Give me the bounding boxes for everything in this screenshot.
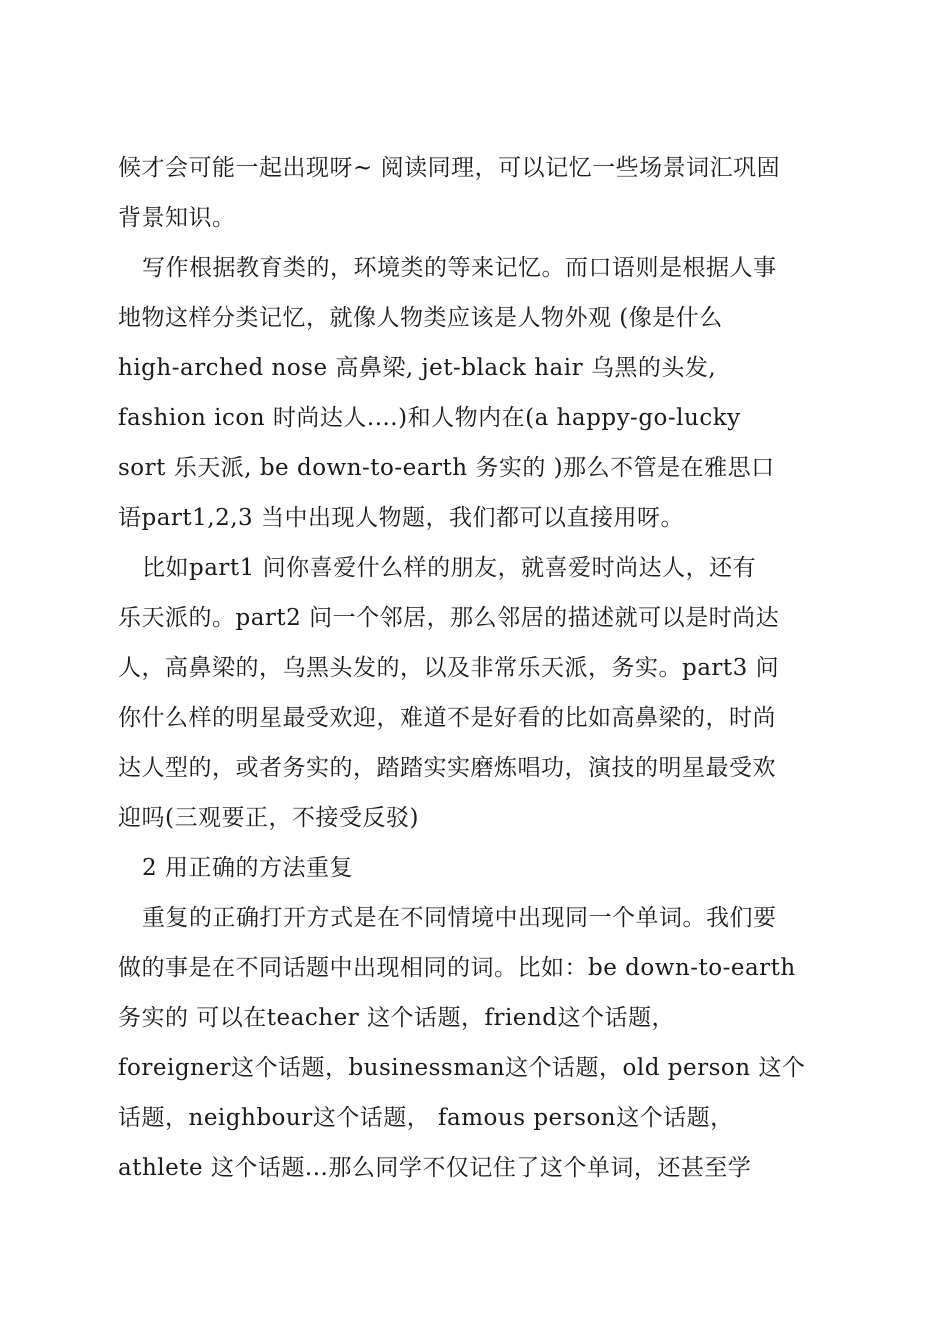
text-line: 你什么样的明星最受欢迎，难道不是好看的比如高鼻梁的，时尚 [118,705,776,731]
text-line: 语part1,2,3 当中出现人物题，我们都可以直接用呀。 [118,505,685,531]
paragraph-start-line: 比如part1 问你喜爱什么样的朋友，就喜爱时尚达人，还有 [142,555,757,581]
text-line: sort 乐天派, be down-to-earth 务实的 )那么不管是在雅思口 [118,455,775,481]
paragraph-start-line: 重复的正确打开方式是在不同情境中出现同一个单词。我们要 [142,905,777,931]
text-line: 话题，neighbour这个话题， famous person这个话题， [118,1105,734,1131]
text-line: fashion icon 时尚达人....)和人物内在(a happy-go-lucky [118,405,741,431]
text-line: 做的事是在不同话题中出现相同的词。比如：be down-to-earth [118,955,796,981]
text-line: 达人型的，或者务实的，踏踏实实磨炼唱功，演技的明星最受欢 [118,755,776,781]
text-line: 乐天派的。part2 问一个邻居，那么邻居的描述就可以是时尚达 [118,605,780,631]
text-line: athlete 这个话题...那么同学不仅记住了这个单词，还甚至学 [118,1155,752,1181]
text-line: 迎吗(三观要正，不接受反驳) [118,805,419,831]
paragraph-start-line: 写作根据教育类的，环境类的等来记忆。而口语则是根据人事 [142,255,777,281]
text-line: high-arched nose 高鼻梁, jet-black hair 乌黑的头发, [118,355,717,381]
text-line: 人，高鼻梁的，乌黑头发的，以及非常乐天派，务实。part3 问 [118,655,780,681]
text-line: 务实的 可以在teacher 这个话题，friend这个话题， [118,1005,675,1031]
text-line: 地物这样分类记忆，就像人物类应该是人物外观 (像是什么 [118,305,723,331]
section-heading: 2 用正确的方法重复 [142,855,353,881]
text-line: foreigner这个话题，businessman这个话题，old person 这个 [118,1055,806,1081]
text-line: 背景知识。 [118,205,236,231]
text-line: 候才会可能一起出现呀~ 阅读同理，可以记忆一些场景词汇巩固 [118,155,781,181]
